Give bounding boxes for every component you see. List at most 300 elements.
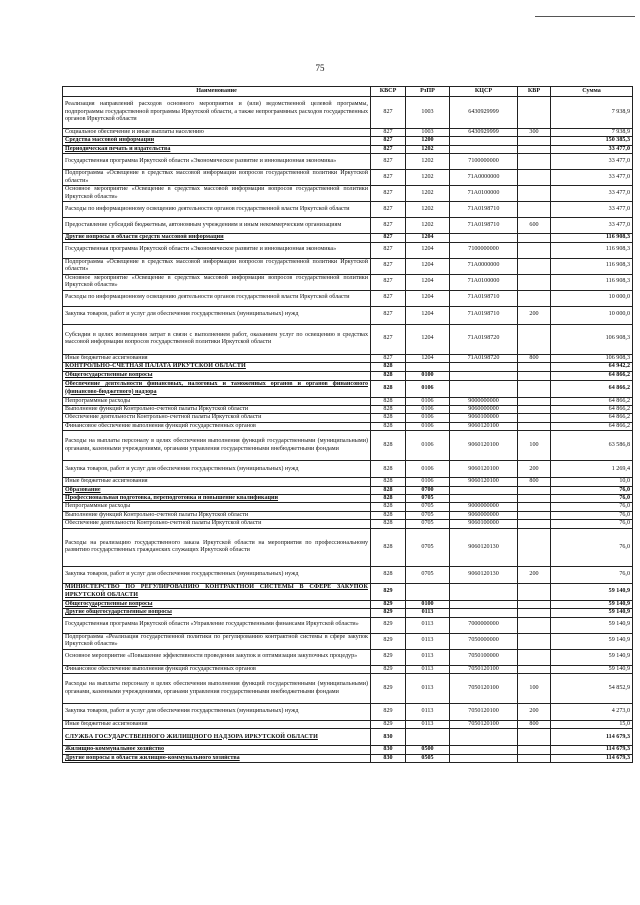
- row-kvsr: 829: [371, 665, 406, 673]
- row-name: Иные бюджетные ассигнования: [63, 354, 371, 362]
- row-kvr: [518, 234, 551, 242]
- row-kvr: [518, 511, 551, 519]
- row-name: Образование: [63, 486, 371, 494]
- row-kcsr: 71А0100000: [450, 274, 518, 290]
- row-sum: 106 908,3: [551, 324, 633, 354]
- row-kcsr: 9060000000: [450, 511, 518, 519]
- row-name: Закупка товаров, работ и услуг для обеспечения государственных (муниципальных) нужд: [63, 566, 371, 583]
- table-row: [63, 258, 633, 274]
- row-rzpr: 0106: [406, 461, 450, 478]
- row-sum: 10 000,0: [551, 290, 633, 306]
- row-kvr: [518, 633, 551, 649]
- table-header-row: [63, 87, 633, 97]
- row-kvr: [518, 372, 551, 380]
- row-kvsr: 827: [371, 306, 406, 324]
- row-name: Выполнение функций Контрольно-счетной палаты Иркутской области: [63, 405, 371, 413]
- table-row: [63, 528, 633, 566]
- row-kvsr: 827: [371, 145, 406, 153]
- row-kvsr: 827: [371, 202, 406, 218]
- row-name: Финансовое обеспечение выполнения функций государственных органов: [63, 665, 371, 673]
- row-kvr: [518, 137, 551, 145]
- row-name: Социальное обеспечение и иные выплаты населению: [63, 129, 371, 137]
- row-rzpr: 0113: [406, 704, 450, 721]
- row-rzpr: 1204: [406, 324, 450, 354]
- table-row: [63, 478, 633, 486]
- row-rzpr: 0705: [406, 503, 450, 511]
- row-rzpr: 0106: [406, 380, 450, 397]
- row-kvr: 100: [518, 674, 551, 704]
- row-rzpr: 1202: [406, 154, 450, 170]
- row-kvr: [518, 290, 551, 306]
- row-kvr: [518, 380, 551, 397]
- row-name: Закупка товаров, работ и услуг для обеспечения государственных (муниципальных) нужд: [63, 306, 371, 324]
- row-kvsr: 829: [371, 617, 406, 633]
- row-kvsr: 828: [371, 495, 406, 503]
- table-row: [63, 97, 633, 129]
- row-sum: 106 908,3: [551, 354, 633, 362]
- row-name: Основное мероприятие «Освещение в средствах массовой информации вопросов государственной политики Иркутской области»: [63, 186, 371, 202]
- table-row: [63, 242, 633, 258]
- table-row: [63, 704, 633, 721]
- table-row: [63, 380, 633, 397]
- row-rzpr: 0100: [406, 372, 450, 380]
- row-kvsr: 827: [371, 274, 406, 290]
- row-rzpr: 0100: [406, 600, 450, 608]
- table-row: [63, 746, 633, 754]
- row-kcsr: 71А0198720: [450, 354, 518, 362]
- row-kvsr: 827: [371, 242, 406, 258]
- column-header-name: Наименование: [63, 87, 371, 97]
- row-kvsr: 828: [371, 486, 406, 494]
- row-name: Предоставление субсидий бюджетным, автономным учреждениям и иным некоммерческим организациям: [63, 218, 371, 234]
- row-sum: 59 140,9: [551, 633, 633, 649]
- table-row: [63, 729, 633, 746]
- row-rzpr: 1202: [406, 186, 450, 202]
- row-kvsr: 829: [371, 633, 406, 649]
- row-sum: 33 477,0: [551, 145, 633, 153]
- row-rzpr: 0705: [406, 566, 450, 583]
- table-row: [63, 202, 633, 218]
- table-row: [63, 186, 633, 202]
- row-rzpr: 0505: [406, 754, 450, 762]
- row-name: СЛУЖБА ГОСУДАРСТВЕННОГО ЖИЛИЩНОГО НАДЗОРА ИРКУТСКОЙ ОБЛАСТИ: [63, 729, 371, 746]
- row-sum: 33 477,0: [551, 202, 633, 218]
- row-name: Другие вопросы в области жилищно-коммунального хозяйства: [63, 754, 371, 762]
- row-kvr: 800: [518, 354, 551, 362]
- table-row: [63, 511, 633, 519]
- row-kcsr: 71А0198710: [450, 306, 518, 324]
- row-rzpr: 0106: [406, 478, 450, 486]
- row-rzpr: 0705: [406, 511, 450, 519]
- row-name: Основное мероприятие «Повышение эффективности проведения закупок и оптимизация закупочных процедур»: [63, 649, 371, 665]
- table-row: [63, 422, 633, 430]
- row-kvr: [518, 600, 551, 608]
- row-sum: 10,0: [551, 478, 633, 486]
- row-sum: 59 140,9: [551, 649, 633, 665]
- row-kcsr: 9060120130: [450, 528, 518, 566]
- row-sum: 63 586,8: [551, 431, 633, 461]
- row-name: Иные бюджетные ассигнования: [63, 721, 371, 729]
- row-sum: 150 385,3: [551, 137, 633, 145]
- row-kcsr: 71А0000000: [450, 258, 518, 274]
- row-name: КОНТРОЛЬНО-СЧЕТНАЯ ПАЛАТА ИРКУТСКОЙ ОБЛАСТИ: [63, 363, 371, 372]
- row-kvsr: 829: [371, 721, 406, 729]
- row-kcsr: 6430929999: [450, 129, 518, 137]
- row-kcsr: 7050000000: [450, 633, 518, 649]
- row-sum: 114 679,3: [551, 754, 633, 762]
- row-kcsr: [450, 600, 518, 608]
- row-kcsr: 7100000000: [450, 242, 518, 258]
- table-row: [63, 649, 633, 665]
- row-kcsr: 7050120100: [450, 674, 518, 704]
- row-sum: 33 477,0: [551, 154, 633, 170]
- row-kcsr: [450, 746, 518, 754]
- row-sum: 114 679,3: [551, 746, 633, 754]
- row-kcsr: [450, 609, 518, 617]
- row-rzpr: 0705: [406, 528, 450, 566]
- row-rzpr: 1003: [406, 97, 450, 129]
- row-sum: 7 938,9: [551, 97, 633, 129]
- row-rzpr: 0106: [406, 422, 450, 430]
- row-sum: 64 866,2: [551, 422, 633, 430]
- row-sum: 10 000,0: [551, 306, 633, 324]
- row-sum: 76,0: [551, 486, 633, 494]
- row-sum: 59 140,9: [551, 609, 633, 617]
- row-rzpr: 0700: [406, 486, 450, 494]
- row-name: Профессиональная подготовка, переподготовка и повышение квалификации: [63, 495, 371, 503]
- row-kvsr: 827: [371, 354, 406, 362]
- column-header-rzpr: РзПР: [406, 87, 450, 97]
- row-kcsr: [450, 137, 518, 145]
- row-kvr: [518, 414, 551, 422]
- row-kvr: [518, 422, 551, 430]
- row-rzpr: 1202: [406, 218, 450, 234]
- row-rzpr: 0113: [406, 674, 450, 704]
- row-kvr: [518, 170, 551, 186]
- row-sum: 54 852,9: [551, 674, 633, 704]
- table-row: [63, 145, 633, 153]
- row-kcsr: 9060000000: [450, 405, 518, 413]
- row-kcsr: 7050120100: [450, 721, 518, 729]
- row-kvr: [518, 274, 551, 290]
- table-row: [63, 566, 633, 583]
- table-row: [63, 372, 633, 380]
- row-sum: 1 269,4: [551, 461, 633, 478]
- row-sum: 64 866,2: [551, 414, 633, 422]
- row-kvr: 200: [518, 704, 551, 721]
- table-row: [63, 486, 633, 494]
- row-kcsr: 7050100000: [450, 649, 518, 665]
- row-kvsr: 828: [371, 520, 406, 528]
- row-kvr: [518, 154, 551, 170]
- row-kvr: [518, 503, 551, 511]
- row-kcsr: 71А0198710: [450, 290, 518, 306]
- row-kcsr: 9060120130: [450, 566, 518, 583]
- row-kvr: [518, 495, 551, 503]
- row-kcsr: 71А0000000: [450, 170, 518, 186]
- row-kcsr: [450, 495, 518, 503]
- table-row: [63, 218, 633, 234]
- row-kcsr: 71А0198710: [450, 218, 518, 234]
- row-rzpr: 0705: [406, 520, 450, 528]
- row-kvsr: 828: [371, 528, 406, 566]
- row-sum: 76,0: [551, 495, 633, 503]
- row-name: Другие общегосударственные вопросы: [63, 609, 371, 617]
- row-sum: 116 908,3: [551, 258, 633, 274]
- row-name: Закупка товаров, работ и услуг для обеспечения государственных (муниципальных) нужд: [63, 704, 371, 721]
- row-rzpr: 0113: [406, 609, 450, 617]
- row-kvsr: 827: [371, 137, 406, 145]
- row-kvr: [518, 746, 551, 754]
- row-kvr: [518, 528, 551, 566]
- row-name: Обеспечение деятельности Контрольно-счетной палаты Иркутской области: [63, 414, 371, 422]
- row-sum: 116 908,3: [551, 242, 633, 258]
- row-kvsr: 828: [371, 566, 406, 583]
- row-rzpr: 1204: [406, 306, 450, 324]
- table-row: [63, 234, 633, 242]
- row-kvsr: 827: [371, 154, 406, 170]
- table-row: [63, 170, 633, 186]
- row-name: Непрограммные расходы: [63, 503, 371, 511]
- table-row: [63, 405, 633, 413]
- row-kvr: 600: [518, 218, 551, 234]
- row-kcsr: 71А0100000: [450, 186, 518, 202]
- row-kvr: [518, 729, 551, 746]
- row-name: Другие вопросы в области средств массовой информации: [63, 234, 371, 242]
- row-kvr: [518, 145, 551, 153]
- row-kvsr: 828: [371, 363, 406, 372]
- row-sum: 7 938,9: [551, 129, 633, 137]
- row-kvr: [518, 202, 551, 218]
- row-kvsr: 830: [371, 754, 406, 762]
- row-kvsr: 830: [371, 746, 406, 754]
- row-kcsr: 6430929999: [450, 97, 518, 129]
- row-rzpr: 0113: [406, 665, 450, 673]
- row-rzpr: [406, 363, 450, 372]
- row-name: Расходы по информационному освещению деятельности органов государственной власти Иркутской области: [63, 202, 371, 218]
- row-kvsr: 827: [371, 234, 406, 242]
- row-name: Выполнение функций Контрольно-счетной палаты Иркутской области: [63, 511, 371, 519]
- table-row: [63, 274, 633, 290]
- row-rzpr: 0113: [406, 649, 450, 665]
- row-kvr: [518, 609, 551, 617]
- column-header-kvr: КВР: [518, 87, 551, 97]
- table-row: [63, 397, 633, 405]
- row-rzpr: 1204: [406, 354, 450, 362]
- row-rzpr: 1202: [406, 202, 450, 218]
- row-name: Расходы на выплаты персоналу в целях обеспечения выполнения функций государственными (муниципальными) органами, казенными учреждениями, органами управления государственными внебюджетными фондами: [63, 674, 371, 704]
- row-name: Расходы на выплаты персоналу в целях обеспечения выполнения функций государственными (муниципальными) органами, казенными учреждениями, органами управления государственными внебюджетными фондами: [63, 431, 371, 461]
- row-kcsr: 9060100000: [450, 414, 518, 422]
- row-kvsr: 827: [371, 218, 406, 234]
- row-sum: 76,0: [551, 566, 633, 583]
- row-name: Непрограммные расходы: [63, 397, 371, 405]
- table-row: [63, 154, 633, 170]
- row-kvr: [518, 186, 551, 202]
- row-kcsr: 7050120100: [450, 665, 518, 673]
- table-row: [63, 503, 633, 511]
- table-row: [63, 137, 633, 145]
- table-row: [63, 674, 633, 704]
- row-kvr: [518, 242, 551, 258]
- row-rzpr: 0113: [406, 721, 450, 729]
- row-rzpr: 1204: [406, 290, 450, 306]
- row-rzpr: 1202: [406, 145, 450, 153]
- row-kvr: [518, 486, 551, 494]
- column-header-kvsr: КВСР: [371, 87, 406, 97]
- row-rzpr: 0106: [406, 414, 450, 422]
- row-name: Жилищно-коммунальное хозяйство: [63, 746, 371, 754]
- row-kvsr: 828: [371, 414, 406, 422]
- row-kvsr: 827: [371, 324, 406, 354]
- row-kvsr: 827: [371, 97, 406, 129]
- row-kvr: [518, 583, 551, 600]
- row-kcsr: 71А0198720: [450, 324, 518, 354]
- row-name: Средства массовой информации: [63, 137, 371, 145]
- row-kvsr: 827: [371, 186, 406, 202]
- row-kcsr: 9000000000: [450, 503, 518, 511]
- row-rzpr: 1202: [406, 170, 450, 186]
- row-sum: 59 140,9: [551, 665, 633, 673]
- table-row: [63, 461, 633, 478]
- row-kvr: 100: [518, 431, 551, 461]
- row-name: Закупка товаров, работ и услуг для обеспечения государственных (муниципальных) нужд: [63, 461, 371, 478]
- row-rzpr: 1204: [406, 258, 450, 274]
- row-kvr: 300: [518, 129, 551, 137]
- row-name: Государственная программа Иркутской области «Экономическое развитие и инновационная экономика»: [63, 242, 371, 258]
- row-kcsr: [450, 380, 518, 397]
- table-row: [63, 583, 633, 600]
- row-kvr: 200: [518, 566, 551, 583]
- row-kcsr: 7100000000: [450, 154, 518, 170]
- row-kcsr: 7050120100: [450, 704, 518, 721]
- row-kvsr: 829: [371, 583, 406, 600]
- row-kvsr: 828: [371, 503, 406, 511]
- table-row: [63, 617, 633, 633]
- row-sum: 33 477,0: [551, 218, 633, 234]
- table-row: [63, 609, 633, 617]
- table-body: [63, 97, 633, 763]
- row-kcsr: 71А0198710: [450, 202, 518, 218]
- table-row: [63, 363, 633, 372]
- row-kvr: [518, 258, 551, 274]
- row-kcsr: [450, 486, 518, 494]
- row-name: МИНИСТЕРСТВО ПО РЕГУЛИРОВАНИЮ КОНТРАКТНОЙ СИСТЕМЫ В СФЕРЕ ЗАКУПОК ИРКУТСКОЙ ОБЛАСТИ: [63, 583, 371, 600]
- row-name: Общегосударственные вопросы: [63, 600, 371, 608]
- row-sum: 59 140,9: [551, 617, 633, 633]
- row-rzpr: 1200: [406, 137, 450, 145]
- row-kcsr: 9060120100: [450, 478, 518, 486]
- row-kcsr: 9060120100: [450, 422, 518, 430]
- row-sum: 116 908,3: [551, 274, 633, 290]
- row-name: Общегосударственные вопросы: [63, 372, 371, 380]
- row-kcsr: [450, 372, 518, 380]
- row-rzpr: 0113: [406, 617, 450, 633]
- row-kvr: [518, 97, 551, 129]
- row-kvr: [518, 397, 551, 405]
- row-kvr: [518, 617, 551, 633]
- row-kvsr: 828: [371, 405, 406, 413]
- row-kvsr: 827: [371, 290, 406, 306]
- row-name: Основное мероприятие «Освещение в средствах массовой информации вопросов государственной политики Иркутской области»: [63, 274, 371, 290]
- row-kcsr: 9060100000: [450, 520, 518, 528]
- row-kcsr: [450, 754, 518, 762]
- row-sum: 76,0: [551, 520, 633, 528]
- row-name: Финансовое обеспечение выполнения функций государственных органов: [63, 422, 371, 430]
- table-row: [63, 129, 633, 137]
- row-kvsr: 829: [371, 674, 406, 704]
- row-sum: 64 866,2: [551, 372, 633, 380]
- row-rzpr: 1204: [406, 274, 450, 290]
- row-kvsr: 828: [371, 397, 406, 405]
- row-kcsr: [450, 234, 518, 242]
- row-sum: 64 866,2: [551, 397, 633, 405]
- row-kvr: 800: [518, 721, 551, 729]
- row-kvr: [518, 665, 551, 673]
- row-sum: 33 477,0: [551, 170, 633, 186]
- row-kvr: [518, 324, 551, 354]
- row-kvsr: 828: [371, 461, 406, 478]
- row-sum: 4 273,0: [551, 704, 633, 721]
- row-sum: 114 679,3: [551, 729, 633, 746]
- row-sum: 64 866,2: [551, 380, 633, 397]
- table-row: [63, 665, 633, 673]
- row-name: Реализация направлений расходов основного мероприятия и (или) ведомственной целевой программы, подпрограммы государственной программы Иркутской области, а также непрограммных расходов государственных органов Иркутской области: [63, 97, 371, 129]
- row-sum: 116 908,3: [551, 234, 633, 242]
- row-rzpr: 1204: [406, 234, 450, 242]
- row-kvr: 800: [518, 478, 551, 486]
- column-header-sum: Сумма: [551, 87, 633, 97]
- row-sum: 76,0: [551, 528, 633, 566]
- row-name: Расходы по информационному освещению деятельности органов государственной власти Иркутской области: [63, 290, 371, 306]
- row-kvsr: 827: [371, 129, 406, 137]
- row-kvsr: 829: [371, 704, 406, 721]
- table-row: [63, 414, 633, 422]
- corner-rule: [535, 16, 635, 17]
- table-row: [63, 324, 633, 354]
- row-name: Обеспечение деятельности финансовых, налоговых и таможенных органов и органов финансового (финансово-бюджетного) надзора: [63, 380, 371, 397]
- row-sum: 64 866,2: [551, 405, 633, 413]
- table-row: [63, 600, 633, 608]
- row-rzpr: 0106: [406, 405, 450, 413]
- row-sum: 59 140,9: [551, 600, 633, 608]
- column-header-kcsr: КЦСР: [450, 87, 518, 97]
- row-rzpr: 1204: [406, 242, 450, 258]
- table-row: [63, 754, 633, 762]
- row-sum: 76,0: [551, 511, 633, 519]
- row-kvr: [518, 363, 551, 372]
- row-kcsr: [450, 145, 518, 153]
- table-row: [63, 290, 633, 306]
- row-kvr: [518, 754, 551, 762]
- row-rzpr: [406, 729, 450, 746]
- row-rzpr: 0106: [406, 431, 450, 461]
- row-kvsr: 828: [371, 372, 406, 380]
- row-kvsr: 828: [371, 422, 406, 430]
- row-kcsr: [450, 583, 518, 600]
- row-kvr: 200: [518, 461, 551, 478]
- row-name: Подпрограмма «Освещение в средствах массовой информации вопросов государственной политики Иркутской области»: [63, 258, 371, 274]
- row-name: Подпрограмма «Освещение в средствах массовой информации вопросов государственной политики Иркутской области»: [63, 170, 371, 186]
- row-kvsr: 827: [371, 258, 406, 274]
- row-kvr: [518, 520, 551, 528]
- row-name: Государственная программа Иркутской области «Экономическое развитие и инновационная экономика»: [63, 154, 371, 170]
- budget-table: [62, 86, 633, 763]
- row-kvsr: 827: [371, 170, 406, 186]
- row-kvsr: 830: [371, 729, 406, 746]
- row-kvsr: 828: [371, 431, 406, 461]
- page-number: 75: [315, 63, 325, 73]
